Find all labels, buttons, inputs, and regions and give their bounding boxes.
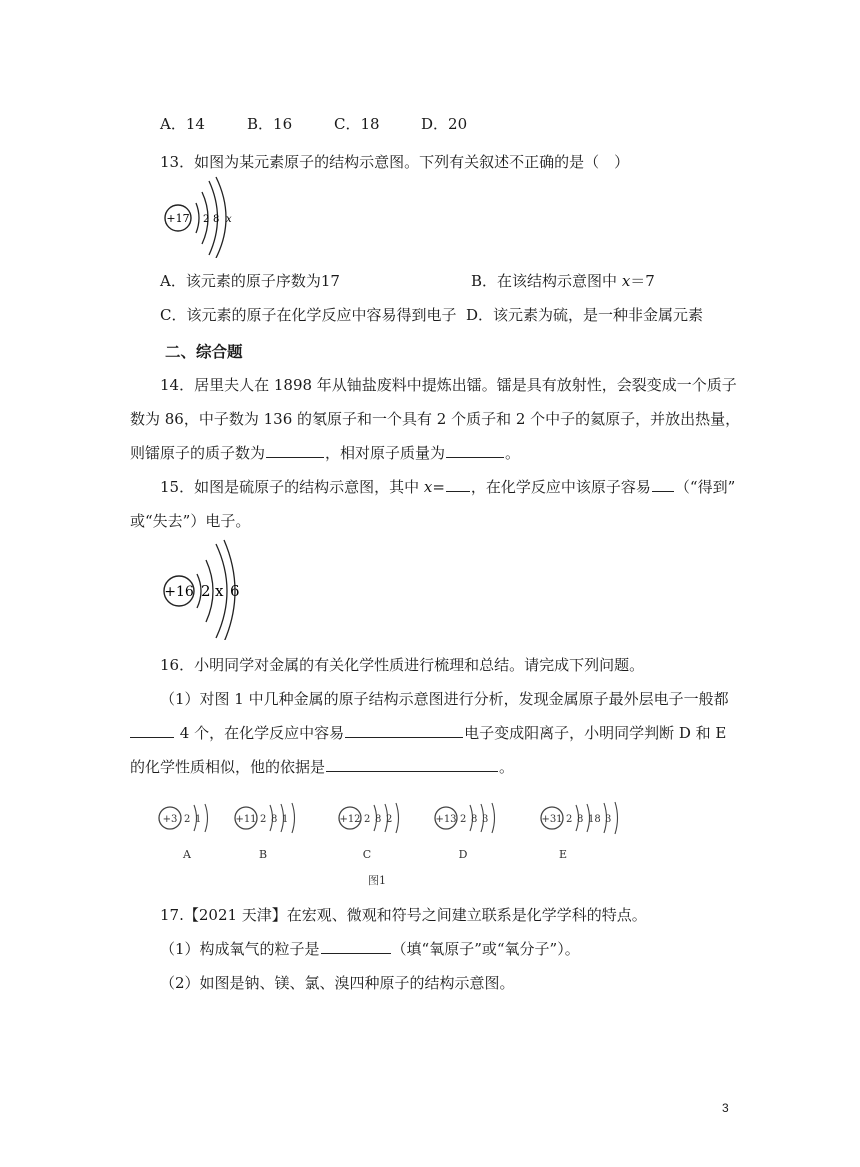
q17-text: （填“氧原子”或“氧分子”）。 bbox=[391, 940, 580, 958]
atom-D-shell-electrons: 8 bbox=[471, 814, 478, 825]
option-value: 16 bbox=[273, 115, 293, 133]
q17-text: （1）构成氧气的粒子是 bbox=[160, 940, 320, 958]
q15-text: （“得到” bbox=[674, 478, 736, 496]
answer-blank[interactable] bbox=[326, 757, 498, 772]
atom-label: D bbox=[458, 848, 468, 861]
option-letter: A． bbox=[160, 272, 186, 290]
atom-C-shell-arc bbox=[396, 803, 399, 833]
q15-variable: x bbox=[423, 478, 433, 496]
q15-text: ，在化学反应中该原子容易 bbox=[470, 478, 651, 496]
figure-1 bbox=[155, 790, 625, 890]
option-letter: C． bbox=[160, 306, 187, 324]
atom-D-shell-electrons: 2 bbox=[460, 814, 467, 825]
q16-part1-line-2 bbox=[130, 723, 726, 743]
nucleus-charge: +17 bbox=[166, 212, 190, 225]
q15-line-2: 或“失去”）电子。 bbox=[130, 512, 251, 530]
option-value: 20 bbox=[448, 115, 468, 133]
page-number: 3 bbox=[722, 1101, 729, 1115]
answer-blank[interactable] bbox=[446, 443, 504, 458]
figure-caption: 图1 bbox=[368, 874, 386, 887]
atom-label: B bbox=[258, 848, 268, 861]
option-letter: C． bbox=[334, 115, 361, 133]
q14-line-2: 数为 86，中子数为 136 的氡原子和一个具有 2 个质子和 2 个中子的氦原子，并放出热量， bbox=[130, 410, 741, 428]
atom-label: C bbox=[362, 848, 372, 861]
option-value: 14 bbox=[185, 115, 205, 133]
atom-A-nucleus-charge: +3 bbox=[162, 814, 178, 825]
q16-text: 电子变成阳离子，小明同学判断 D 和 E bbox=[464, 724, 727, 742]
q13-option-a bbox=[160, 271, 340, 291]
q17-part2: （2）如图是钠、镁、氯、溴四种原子的结构示意图。 bbox=[160, 974, 515, 992]
q12-option-a bbox=[160, 114, 205, 134]
option-letter: A． bbox=[160, 115, 186, 133]
q12-option-b bbox=[247, 114, 292, 134]
atom-B-shell-electrons: 8 bbox=[271, 814, 278, 825]
answer-blank[interactable] bbox=[321, 939, 391, 954]
q13-atom-diagram bbox=[160, 176, 260, 258]
atom-B-shell-arc bbox=[292, 803, 295, 833]
q15-text: 15．如图是硫原子的结构示意图，其中 bbox=[160, 478, 424, 496]
shell-electrons-3: x bbox=[226, 214, 232, 225]
atom-E-shell-arc bbox=[615, 802, 618, 834]
shell-electrons-2: 8 bbox=[213, 214, 220, 225]
q12-option-d bbox=[421, 114, 467, 134]
atom-label: A bbox=[183, 848, 191, 861]
q16-stem: 16．小明同学对金属的有关化学性质进行梳理和总结。请完成下列问题。 bbox=[160, 656, 645, 674]
q14-text: 。 bbox=[505, 444, 521, 462]
q13-option-c bbox=[160, 305, 457, 325]
q17-stem: 17.【2021 天津】在宏观、微观和符号之间建立联系是化学学科的特点。 bbox=[160, 906, 647, 924]
q13-option-b bbox=[471, 271, 655, 291]
q14-line-3 bbox=[130, 443, 520, 463]
answer-blank[interactable] bbox=[266, 443, 324, 458]
option-text: 在该结构示意图中 bbox=[497, 272, 622, 290]
atom-E-nucleus-charge: +31 bbox=[541, 814, 563, 825]
atom-E-shell-electrons: 18 bbox=[588, 814, 601, 825]
option-letter: D． bbox=[421, 115, 449, 133]
atom-C-shell-electrons: 2 bbox=[386, 814, 393, 825]
option-value: 18 bbox=[360, 115, 380, 133]
q14-text: ，相对原子质量为 bbox=[325, 444, 446, 462]
shell-electrons-1: 2 bbox=[203, 214, 210, 225]
section-title: 二、综合题 bbox=[165, 343, 243, 361]
option-letter: B． bbox=[247, 115, 274, 133]
option-text-end: ＝7 bbox=[630, 272, 655, 290]
atom-E-shell-electrons: 8 bbox=[577, 814, 584, 825]
q15-atom-diagram bbox=[160, 538, 260, 640]
atom-C-nucleus-charge: +12 bbox=[339, 814, 361, 825]
atom-C-shell-electrons: 8 bbox=[375, 814, 382, 825]
nucleus-charge: +16 bbox=[164, 584, 194, 600]
answer-blank[interactable] bbox=[446, 477, 470, 492]
electron-shell-1 bbox=[196, 203, 199, 233]
atom-E-shell-electrons: 2 bbox=[566, 814, 573, 825]
q13-stem: 13．如图为某元素原子的结构示意图。下列有关叙述不正确的是（ ） bbox=[160, 153, 630, 171]
q15-line-1 bbox=[160, 477, 735, 497]
atom-label: E bbox=[558, 848, 568, 861]
q12-option-c bbox=[334, 114, 380, 134]
atom-D-nucleus-charge: +13 bbox=[435, 814, 457, 825]
option-variable: x bbox=[621, 272, 631, 290]
q14-line-1: 14．居里夫人在 1898 年从铀盐废料中提炼出镭。镭是具有放射性，会裂变成一个质子 bbox=[160, 376, 737, 394]
atom-B-shell-electrons: 2 bbox=[260, 814, 267, 825]
q16-part1-line-3 bbox=[130, 757, 514, 777]
q16-text: 的化学性质相似，他的依据是 bbox=[130, 758, 326, 776]
q16-text: 4 个，在化学反应中容易 bbox=[175, 724, 345, 742]
shell-electrons-1: 2 bbox=[201, 582, 211, 600]
shell-electrons-2: x bbox=[215, 582, 224, 600]
q14-text: 则镭原子的质子数为 bbox=[130, 444, 266, 462]
atom-D-shell-arc bbox=[492, 803, 495, 833]
option-letter: D． bbox=[466, 306, 494, 324]
answer-blank[interactable] bbox=[345, 723, 463, 738]
answer-blank[interactable] bbox=[652, 477, 674, 492]
atom-C-shell-electrons: 2 bbox=[364, 814, 371, 825]
shell-electrons-3: 6 bbox=[230, 582, 240, 600]
atom-B-nucleus-charge: +11 bbox=[235, 814, 257, 825]
atom-E-shell-electrons: 3 bbox=[605, 814, 612, 825]
q16-text: 。 bbox=[499, 758, 515, 776]
q13-option-d bbox=[466, 305, 703, 325]
q15-text: = bbox=[432, 478, 445, 496]
atom-A-shell-electrons: 1 bbox=[195, 814, 202, 825]
answer-blank[interactable] bbox=[130, 723, 174, 738]
q16-part1-line-1: （1）对图 1 中几种金属的原子结构示意图进行分析，发现金属原子最外层电子一般都 bbox=[160, 690, 729, 708]
option-text: 该元素的原子在化学反应中容易得到电子 bbox=[186, 306, 457, 324]
atom-A-shell-arc bbox=[205, 804, 208, 832]
option-letter: B． bbox=[471, 272, 498, 290]
atom-A-shell-electrons: 2 bbox=[184, 814, 191, 825]
q17-part1 bbox=[160, 939, 580, 959]
atom-D-shell-electrons: 3 bbox=[482, 814, 489, 825]
atom-B-shell-electrons: 1 bbox=[282, 814, 289, 825]
option-text: 该元素的原子序数为17 bbox=[185, 272, 340, 290]
option-text: 该元素为硫，是一种非金属元素 bbox=[493, 306, 704, 324]
